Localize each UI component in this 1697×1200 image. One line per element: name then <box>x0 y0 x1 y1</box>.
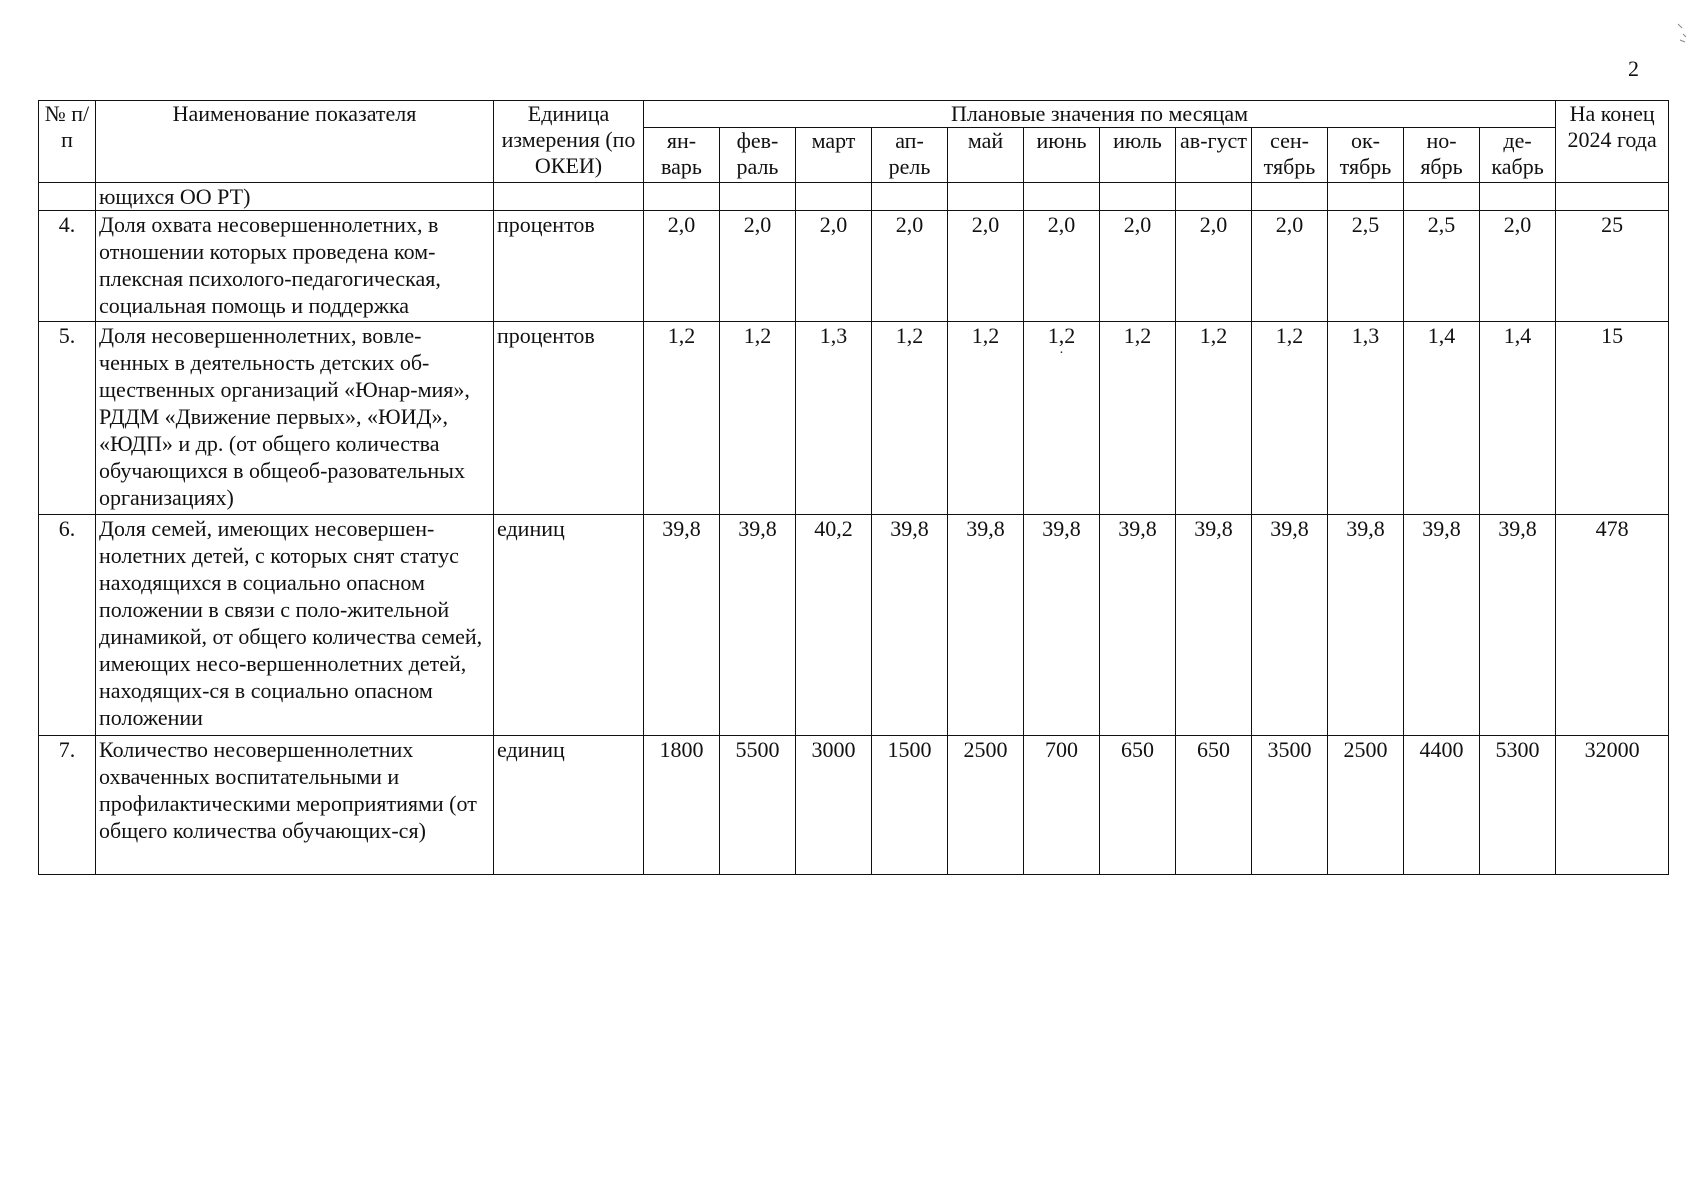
cell-value: 4400 <box>1404 736 1480 875</box>
cell-value: 39,8 <box>1328 515 1404 736</box>
cell-value <box>1024 322 1100 515</box>
cell-value: 1,2 <box>872 322 948 515</box>
cell-value: 3500 <box>1252 736 1328 875</box>
cell-value: 2,0 <box>1100 211 1176 322</box>
table-row-continuation <box>39 183 1669 211</box>
cell-name: ющихся ОО РТ) <box>96 183 494 211</box>
cell-num: 5. <box>39 322 96 515</box>
cell-value: 2,5 <box>1328 211 1404 322</box>
cell-name: Доля несовершеннолетних, вовле-ченных в деятельность детских об-щественных организаций «Юнар-мия», РДДМ «Движение первых», «ЮИД», «ЮДП» и др. (от общего количества обучающихся в общеоб-разовательных организациях) <box>96 322 494 515</box>
cell-value: 1,4 <box>1404 322 1480 515</box>
cell-num: 7. <box>39 736 96 875</box>
header-month: сен-тябрь <box>1252 128 1328 183</box>
cell-num <box>39 183 96 211</box>
cell-value: 1,2 <box>1252 322 1328 515</box>
header-month: ян-варь <box>644 128 720 183</box>
table-row <box>39 322 1669 515</box>
cell-value: 2500 <box>1328 736 1404 875</box>
header-month: фев-раль <box>720 128 796 183</box>
cell-value: 1,2 <box>948 322 1024 515</box>
cell-value: 39,8 <box>644 515 720 736</box>
scan-mark-icon <box>1676 22 1688 44</box>
cell-value: 700 <box>1024 736 1100 875</box>
cell-value: 39,8 <box>1252 515 1328 736</box>
cell-value: 39,8 <box>1404 515 1480 736</box>
cell-value: 3000 <box>796 736 872 875</box>
cell-value: 2,0 <box>948 211 1024 322</box>
cell-value: 650 <box>1176 736 1252 875</box>
page-number: 2 <box>1628 56 1639 81</box>
table-row <box>39 736 1669 875</box>
table-row <box>39 211 1669 322</box>
cell-value: 2,5 <box>1404 211 1480 322</box>
table-row <box>39 515 1669 736</box>
cell-name: Доля охвата несовершеннолетних, в отношении которых проведена ком-плексная психолого-педагогическая, социальная помощь и поддержка <box>96 211 494 322</box>
cell-unit: процентов <box>494 211 644 322</box>
cell-value: 5500 <box>720 736 796 875</box>
cell-num: 6. <box>39 515 96 736</box>
cell-value: 2,0 <box>1176 211 1252 322</box>
cell-unit <box>494 183 644 211</box>
header-year: На конец 2024 года <box>1556 101 1669 183</box>
cell-value: 39,8 <box>1100 515 1176 736</box>
cell-value: 39,8 <box>1480 515 1556 736</box>
cell-value: 2,0 <box>1024 211 1100 322</box>
header-name: Наименование показателя <box>96 101 494 183</box>
stray-dot-mark: · <box>1059 346 1064 361</box>
cell-unit: единиц <box>494 515 644 736</box>
cell-unit: процентов <box>494 322 644 515</box>
cell-value: 1,2 <box>1176 322 1252 515</box>
header-month: ав-густ <box>1176 128 1252 183</box>
cell-value: 2500 <box>948 736 1024 875</box>
cell-name: Количество несовершеннолетних охваченных воспитательными и профилактическими мероприятиями (от общего количества обучающих-ся) <box>96 736 494 875</box>
cell-year: 15 <box>1556 322 1669 515</box>
cell-value: 39,8 <box>1024 515 1100 736</box>
cell-value: 5300 <box>1480 736 1556 875</box>
header-month: май <box>948 128 1024 183</box>
cell-value: 2,0 <box>796 211 872 322</box>
cell-unit: единиц <box>494 736 644 875</box>
header-month: но-ябрь <box>1404 128 1480 183</box>
cell-value: 1,2 <box>1100 322 1176 515</box>
header-month: ок-тябрь <box>1328 128 1404 183</box>
cell-value: 39,8 <box>1176 515 1252 736</box>
header-unit: Единица измерения (по ОКЕИ) <box>494 101 644 183</box>
cell-year: 32000 <box>1556 736 1669 875</box>
cell-value: 1,2 <box>644 322 720 515</box>
header-month: июнь <box>1024 128 1100 183</box>
cell-value: 650 <box>1100 736 1176 875</box>
cell-value-text: 1,2 <box>1047 323 1076 348</box>
cell-value: 39,8 <box>720 515 796 736</box>
cell-value: 40,2 <box>796 515 872 736</box>
header-month: июль <box>1100 128 1176 183</box>
cell-value: 2,0 <box>644 211 720 322</box>
cell-year: 25 <box>1556 211 1669 322</box>
header-num: № п/п <box>39 101 96 183</box>
header-plan-group: Плановые значения по месяцам <box>644 101 1556 128</box>
cell-value: 1500 <box>872 736 948 875</box>
cell-value: 1,2 <box>720 322 796 515</box>
cell-value: 1,4 <box>1480 322 1556 515</box>
cell-value: 1800 <box>644 736 720 875</box>
cell-value: 2,0 <box>720 211 796 322</box>
cell-value: 2,0 <box>1252 211 1328 322</box>
indicators-table <box>38 100 1669 875</box>
cell-year: 478 <box>1556 515 1669 736</box>
cell-value: 1,3 <box>796 322 872 515</box>
cell-value: 39,8 <box>872 515 948 736</box>
cell-value: 2,0 <box>1480 211 1556 322</box>
header-month: де-кабрь <box>1480 128 1556 183</box>
cell-value: 39,8 <box>948 515 1024 736</box>
cell-num: 4. <box>39 211 96 322</box>
cell-name: Доля семей, имеющих несовершен-нолетних детей, с которых снят статус находящихся в социально опасном положении в связи с поло-жительной динамикой, от общего количества семей, имеющих несо-вершеннолетних детей, находящих-ся в социально опасном положении <box>96 515 494 736</box>
cell-value: 2,0 <box>872 211 948 322</box>
cell-value: 1,3 <box>1328 322 1404 515</box>
header-month: ап-рель <box>872 128 948 183</box>
header-month: март <box>796 128 872 183</box>
cell-year <box>1556 183 1669 211</box>
